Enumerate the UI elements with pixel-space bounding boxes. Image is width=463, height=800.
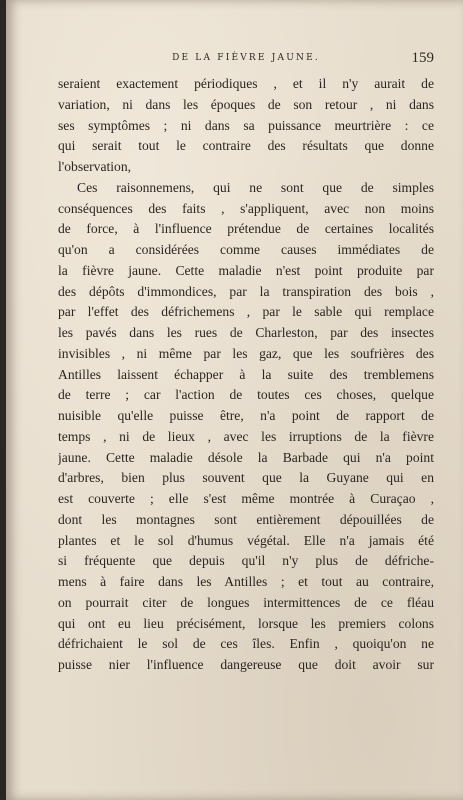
text-line: conséquences des faits , s'appliquent, avec non moins	[58, 200, 434, 216]
text-line: on pourrait citer de longues intermittences de ce fléau	[58, 594, 434, 610]
text-line: invisibles , ni même par les gaz, que les soufrières des	[58, 345, 434, 361]
text-line: jaune. Cette maladie désole la Barbade qui n'a point	[58, 449, 434, 465]
text-line: temps , ni de lieux , avec les irruptions de la fièvre	[58, 428, 434, 444]
text-line: des dépôts d'immondices, par la transpiration des bois ,	[58, 283, 434, 299]
page-number: 159	[411, 50, 434, 66]
text-line: variation, ni dans les époques de son retour , ni dans	[58, 96, 434, 112]
text-line: si fréquente que depuis qu'il n'y plus de défriche-	[58, 553, 434, 569]
text-line: mens à faire dans les Antilles ; et tout au contraire,	[58, 574, 434, 589]
text-line: puisse nier l'influence dangereuse que doit avoir sur	[58, 657, 434, 672]
text-line: qu'on a considérées comme causes immédiates de	[58, 242, 434, 257]
text-line: de force, à l'influence prétendue de certaines localités	[58, 221, 434, 237]
text-line: Antilles laissent échapper à la suite des tremblemens	[58, 366, 434, 382]
text-line: dont les montagnes sont entièrement dépouillées de	[58, 511, 434, 527]
text-line: de terre ; car l'action de toutes ces choses, quelque	[58, 387, 434, 403]
running-head	[58, 50, 434, 70]
text-line: les pavés dans les rues de Charleston, par des insectes	[58, 325, 434, 340]
text-line: est couverte ; elle s'est même montrée à Curaçao ,	[58, 491, 434, 506]
text-line: l'observation,	[58, 159, 132, 174]
text-line: qui serait tout le contraire des résultats que donne	[58, 138, 434, 154]
text-line: la fièvre jaune. Cette maladie n'est point produite par	[58, 262, 434, 278]
text-line: nuisible qu'elle puisse être, n'a point de rapport de	[58, 408, 434, 423]
body-text	[58, 74, 434, 676]
book-page	[6, 0, 463, 800]
text-line: seraient exactement périodiques , et il n'y aurait de	[58, 76, 434, 91]
text-line: plantes et le sol d'humus végétal. Elle n'a jamais été	[58, 532, 434, 548]
text-line: Ces raisonnemens, qui ne sont que de simples	[77, 179, 434, 195]
text-line: ses symptômes ; ni dans sa puissance meurtrière : ce	[58, 117, 434, 133]
text-line: par l'effet des défrichemens , par le sable qui remplace	[58, 304, 434, 320]
text-line: défrichaient le sol de ces îles. Enfin , quoiqu'on ne	[58, 636, 434, 652]
running-title: DE LA FIÈVRE JAUNE.	[172, 53, 320, 63]
text-line: d'arbres, bien plus souvent que la Guyane qui en	[58, 470, 434, 486]
text-line: qui ont eu lieu précisément, lorsque les premiers colons	[58, 615, 434, 631]
